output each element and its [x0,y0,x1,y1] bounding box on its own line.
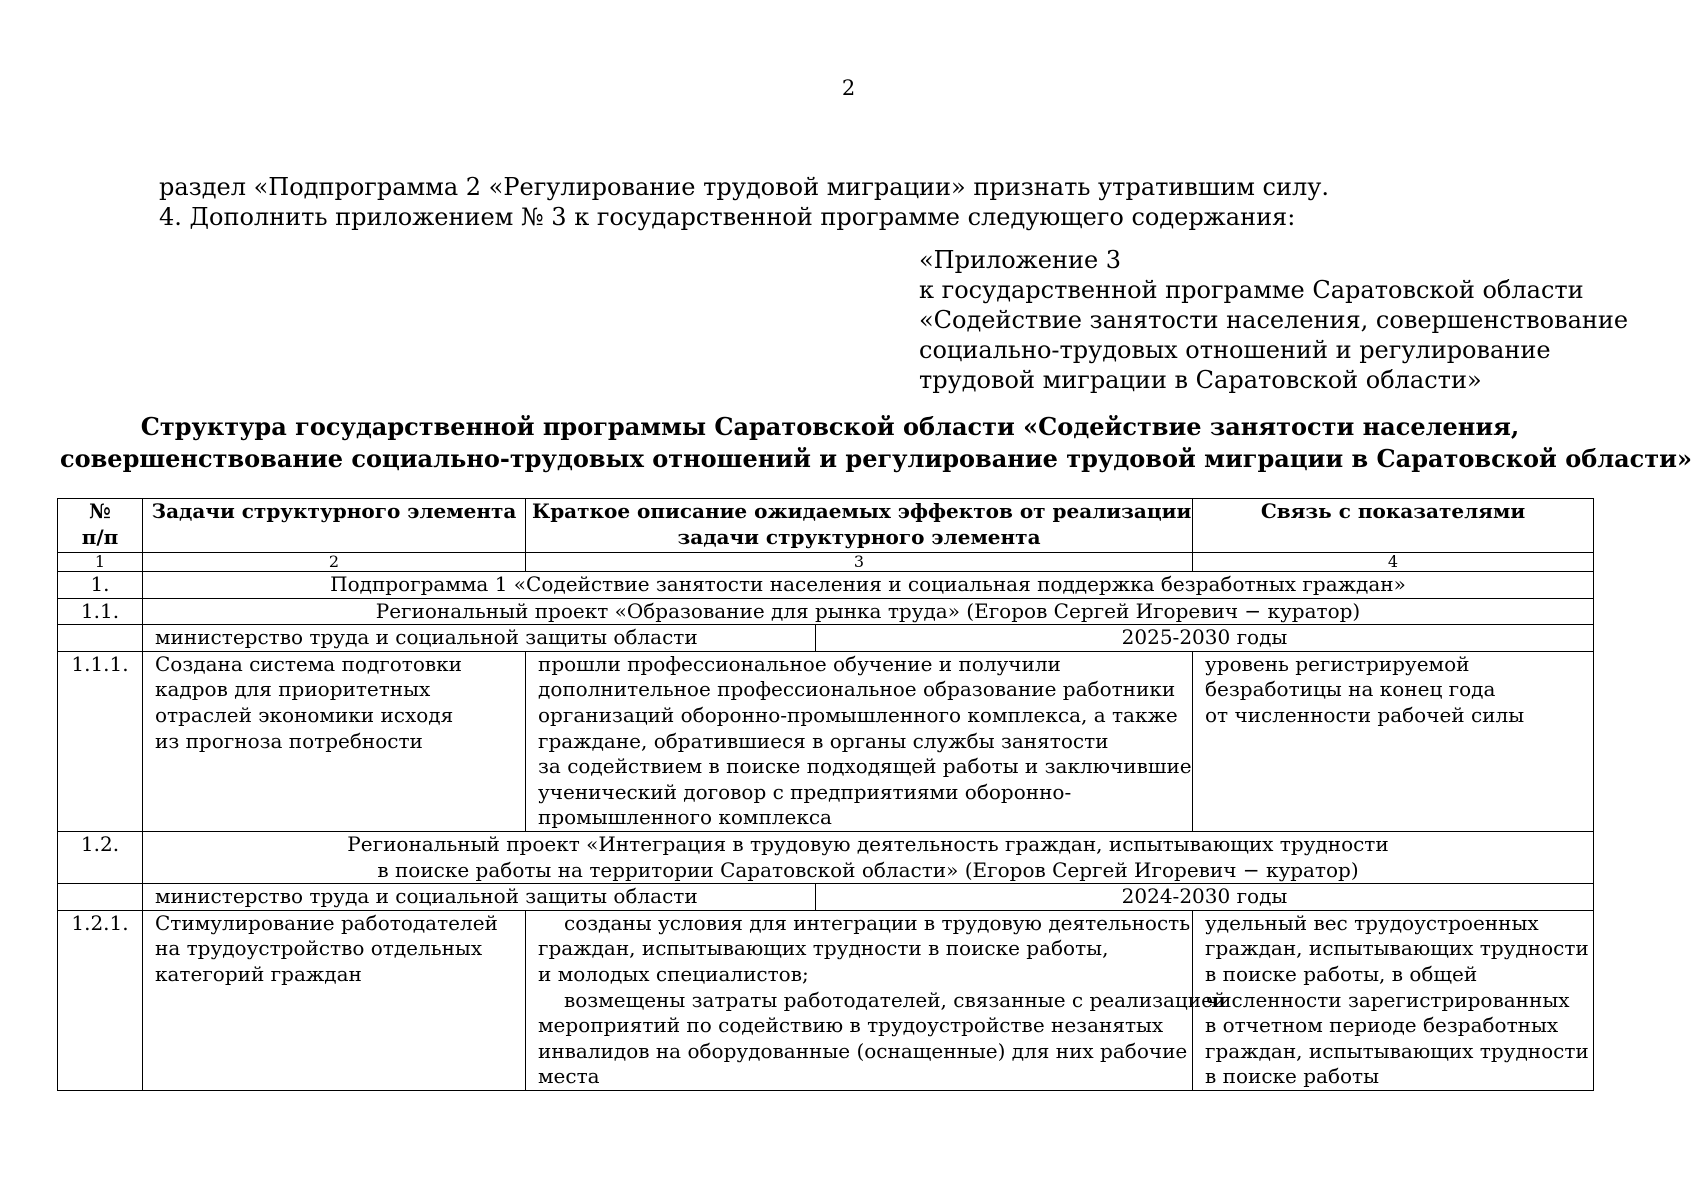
task-line: категорий граждан [155,961,362,986]
appendix-line: к государственной программе Саратовской области [919,276,1584,304]
effect-line: ученический договор с предприятиями оборонно- [538,779,1072,804]
project-title-line: в поиске работы на территории Саратовской области» (Егоров Сергей Игоревич − куратор) [377,857,1359,882]
effect-line: прошли профессиональное обучение и получили [538,651,1061,676]
intro-line-2: 4. Дополнить приложением № 3 к государственной программе следующего содержания: [159,203,1296,231]
effect-line: граждан, испытывающих трудности в поиске работы, [538,936,1109,961]
row-number: 1.1.1. [58,651,143,831]
indicator-cell [1193,651,1594,831]
header-indicators: Связь с показателями [1193,499,1594,553]
empty-cell [58,884,143,911]
indicator-line: в поиске работы [1205,1064,1380,1089]
column-number: 2 [143,553,526,572]
effect-line: промышленного комплекса [538,805,832,830]
task-line: отраслей экономики исходя [155,702,454,727]
appendix-line: «Содействие занятости населения, совершенствование [919,306,1629,334]
document-title-line-2: совершенствование социально-трудовых отношений и регулирование трудовой миграции в Саратовской области» [60,444,1692,473]
header-number-line: № [89,499,111,523]
project-row [58,598,1594,625]
document-title [60,411,1692,475]
effect-line: возмещены затраты работодателей, связанные с реализацией [564,987,1227,1012]
effect-line: мероприятий по содействию в трудоустройстве незанятых [538,1013,1164,1038]
indicator-line: численности зарегистрированных [1205,987,1570,1012]
intro-text [159,172,1599,232]
implementation-period: 2025-2030 годы [816,625,1594,652]
effect-cell [526,910,1227,1090]
column-number: 4 [1193,553,1594,572]
effect-line: созданы условия для интеграции в трудовую деятельность [564,910,1191,935]
responsible-ministry: министерство труда и социальной защиты области [143,625,816,652]
task-line: на трудоустройство отдельных [155,936,483,961]
responsible-row [58,884,1594,911]
row-number: 1. [58,572,143,599]
appendix-line: «Приложение 3 [919,246,1122,274]
column-number-row [58,553,1594,572]
indicator-line: безработицы на конец года [1205,677,1496,702]
header-effects-line: Краткое описание ожидаемых эффектов от реализации [532,499,1192,523]
indicator-cell [1193,910,1594,1090]
task-line: из прогноза потребности [155,728,423,753]
column-number: 3 [526,553,1193,572]
project-row [58,831,1594,883]
table-row [58,651,1594,831]
header-number [58,499,143,553]
effect-line: места [538,1064,600,1089]
row-number: 1.1. [58,598,143,625]
effect-line: граждане, обратившиеся в органы службы занятости [538,728,1109,753]
effect-line: и молодых специалистов; [538,961,809,986]
row-number: 1.2.1. [58,910,143,1090]
effect-line: инвалидов на оборудованные (оснащенные) для них рабочие [538,1038,1188,1063]
appendix-line: трудовой миграции в Саратовской области» [919,366,1482,394]
responsible-ministry: министерство труда и социальной защиты области [143,884,816,911]
indicator-line: в отчетном периоде безработных [1205,1013,1559,1038]
task-cell [143,910,526,1090]
header-tasks: Задачи структурного элемента [143,499,526,553]
effect-line: дополнительное профессиональное образование работники [538,677,1176,702]
column-number: 1 [58,553,143,572]
effect-line: организаций оборонно-промышленного комплекса, а также [538,702,1178,727]
project-title [143,831,1594,883]
implementation-period: 2024-2030 годы [816,884,1594,911]
structure-table [57,498,1594,1091]
header-effects-line: задачи структурного элемента [677,524,1041,549]
table-header-row [58,499,1594,553]
appendix-header [919,245,1659,395]
responsible-row [58,625,1594,652]
row-number: 1.2. [58,831,143,883]
intro-line-1: раздел «Подпрограмма 2 «Регулирование трудовой миграции» признать утратившим силу. [159,173,1329,201]
appendix-line: социально-трудовых отношений и регулирование [919,336,1551,364]
task-line: Создана система подготовки [155,651,462,676]
project-title-line: Региональный проект «Интеграция в трудовую деятельность граждан, испытывающих трудности [347,831,1389,856]
effect-line: за содействием в поиске подходящей работы и заключившие [538,754,1192,779]
indicator-line: от численности рабочей силы [1205,702,1525,727]
task-line: Стимулирование работодателей [155,910,498,935]
table-row [58,910,1594,1090]
header-number-line: п/п [81,524,119,549]
subprogram-title: Подпрограмма 1 «Содействие занятости населения и социальная поддержка безработных граждан» [143,572,1594,599]
indicator-line: уровень регистрируемой [1205,651,1470,676]
task-line: кадров для приоритетных [155,677,431,702]
indicator-line: граждан, испытывающих трудности [1205,936,1589,961]
subprogram-row [58,572,1594,599]
effect-cell [526,651,1193,831]
task-cell [143,651,526,831]
page-number: 2 [841,76,856,100]
document-title-line-1: Структура государственной программы Саратовской области «Содействие занятости населения, [140,412,1520,441]
empty-cell [58,625,143,652]
indicator-line: удельный вес трудоустроенных [1205,910,1539,935]
indicator-line: в поиске работы, в общей [1205,961,1478,986]
indicator-line: граждан, испытывающих трудности [1205,1038,1589,1063]
header-effects [526,499,1193,553]
project-title: Региональный проект «Образование для рынка труда» (Егоров Сергей Игоревич − куратор) [143,598,1594,625]
